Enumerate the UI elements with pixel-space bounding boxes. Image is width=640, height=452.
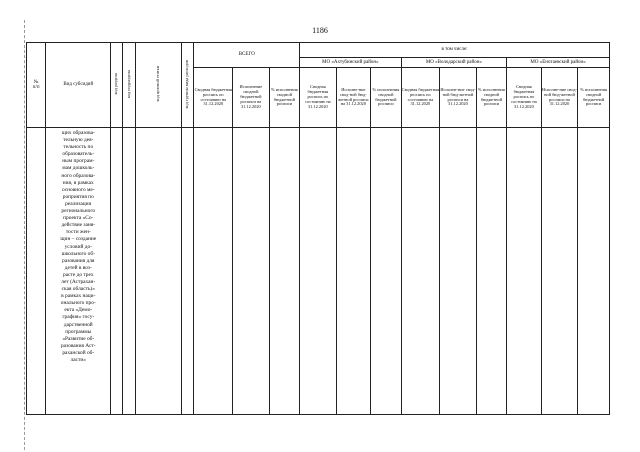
- page-number: 1186: [312, 26, 328, 35]
- header-district-1: МО «Ахтубинский район»: [300, 58, 402, 68]
- header-d1-exec: Исполне-ние свод-ной бюд-жетной росписи на 31.12.2020: [336, 68, 371, 128]
- header-total-plan: Сводная бюджетная роспись по состоянию на 31.12.2020: [194, 68, 233, 128]
- header-d3-exec: Исполне-ние свод-ной бюд-жетной росписи на 31.12.2020: [541, 68, 578, 128]
- header-including: в том числе:: [300, 43, 610, 58]
- cell-d2-plan: [401, 128, 440, 415]
- subsidy-name-line: основного ме-: [61, 186, 95, 193]
- subsidy-name-line: тости жен-: [65, 229, 91, 236]
- subsidy-name-line: екта «Демо-: [64, 307, 93, 314]
- cell-d3-pct: [578, 128, 610, 415]
- cell-name: [46, 128, 111, 415]
- header-num: № п/п: [27, 43, 46, 128]
- cell-d1-pct: [371, 128, 401, 415]
- subsidy-name-line: проекта «Со-: [63, 215, 94, 222]
- subsidy-name-line: ного образова-: [61, 172, 96, 179]
- header-d1-plan: Сводная бюджетная роспись по состоянию на 31.12.2020: [300, 68, 337, 128]
- header-target: код целевой статьи: [135, 43, 182, 128]
- subsidy-name-line: «Развитие об-: [62, 335, 95, 342]
- subsidy-name-line: ния, в рамках: [62, 179, 94, 186]
- header-d2-exec: Исполне-ние свод-ной бюд-жетной росписи на 31.12.2020: [440, 68, 477, 128]
- subsidy-name-line: регионального: [61, 208, 96, 215]
- subsidy-name-line: детей в воз-: [64, 264, 92, 271]
- subsidy-name-line: ская область)»: [61, 286, 95, 293]
- cell-d3-exec: [541, 128, 578, 415]
- subsidy-name-line: образователь-: [62, 151, 95, 158]
- cell-d1-exec: [336, 128, 371, 415]
- header-section: код раздела: [111, 43, 123, 128]
- header-d1-pct: % исполнения сводной бюджетной росписи: [371, 68, 401, 128]
- cell-total-plan: [194, 128, 233, 415]
- cell-target: [135, 128, 182, 415]
- subsidy-name-line: лет (Астрахан-: [61, 278, 96, 285]
- subsidy-name-line: в рамках наци-: [61, 293, 96, 300]
- header-total-pct: % исполнения сводной бюджетной росписи: [269, 68, 299, 128]
- subsidy-name-line: мам дошколь-: [62, 165, 95, 172]
- header-expense-group: код группы вида расходов: [182, 43, 194, 128]
- subsidy-table: [26, 42, 610, 415]
- subsidy-name-line: тельность по: [63, 144, 94, 151]
- header-subsection: код подраздела: [123, 43, 135, 128]
- subsidy-name-line: раханской об-: [62, 349, 95, 356]
- subsidy-name-line: дарственной: [63, 321, 93, 328]
- cell-d3-plan: [507, 128, 542, 415]
- subsidy-name-line: щих образова-: [61, 130, 95, 136]
- subsidy-name-line: разования для: [62, 257, 95, 264]
- header-district-2: МО «Володарский район»: [401, 58, 507, 68]
- subsidy-name-line: графия» госу-: [62, 314, 95, 321]
- header-district-3: МО «Енотаевский район»: [507, 58, 610, 68]
- subsidy-name-line: реализации: [65, 200, 92, 207]
- header-d2-plan: Сводная бюджетная роспись по состоянию на 31.12.2020: [401, 68, 440, 128]
- header-d3-pct: % исполнения сводной бюджетной росписи: [578, 68, 610, 128]
- cell-expense-group: [182, 128, 194, 415]
- subsidy-name-line: действие заня-: [61, 222, 96, 229]
- subsidy-name-line: разования Аст-: [60, 342, 96, 349]
- header-total: ВСЕГО: [194, 43, 300, 68]
- subsidy-name-line: школьного об-: [61, 250, 95, 257]
- cell-section: [111, 128, 123, 415]
- subsidy-name-line: условий до-: [64, 243, 92, 250]
- cell-subsection: [123, 128, 135, 415]
- subsidy-name-line: ласти»: [70, 357, 86, 363]
- binding-margin-line: [24, 20, 25, 450]
- cell-d2-exec: [440, 128, 477, 415]
- cell-total-exec: [233, 128, 270, 415]
- header-total-exec: Исполнение сводной бюджетной росписи на 31.12.2020: [233, 68, 270, 128]
- header-d3-plan: Сводная бюджетная роспись по состоянию на 31.12.2020: [507, 68, 542, 128]
- subsidy-name-text: [46, 128, 110, 364]
- cell-total-pct: [269, 128, 299, 415]
- subsidy-name-line: программы: [65, 328, 92, 335]
- cell-num: [27, 128, 46, 415]
- subsidy-name-line: ным програм-: [62, 158, 95, 165]
- header-name: Вид субсидий: [46, 43, 111, 128]
- subsidy-name-line: роприятия по: [62, 193, 94, 200]
- cell-d2-pct: [476, 128, 506, 415]
- subsidy-name-line: тельную дея-: [63, 137, 94, 144]
- subsidy-name-line: расте до трех: [63, 271, 94, 278]
- header-d2-pct: % исполнения сводной бюджетной росписи: [476, 68, 506, 128]
- subsidy-name-line: онального про-: [60, 300, 96, 307]
- subsidy-name-line: щин – создание: [60, 236, 97, 243]
- cell-d1-plan: [300, 128, 337, 415]
- table-row: [27, 128, 610, 415]
